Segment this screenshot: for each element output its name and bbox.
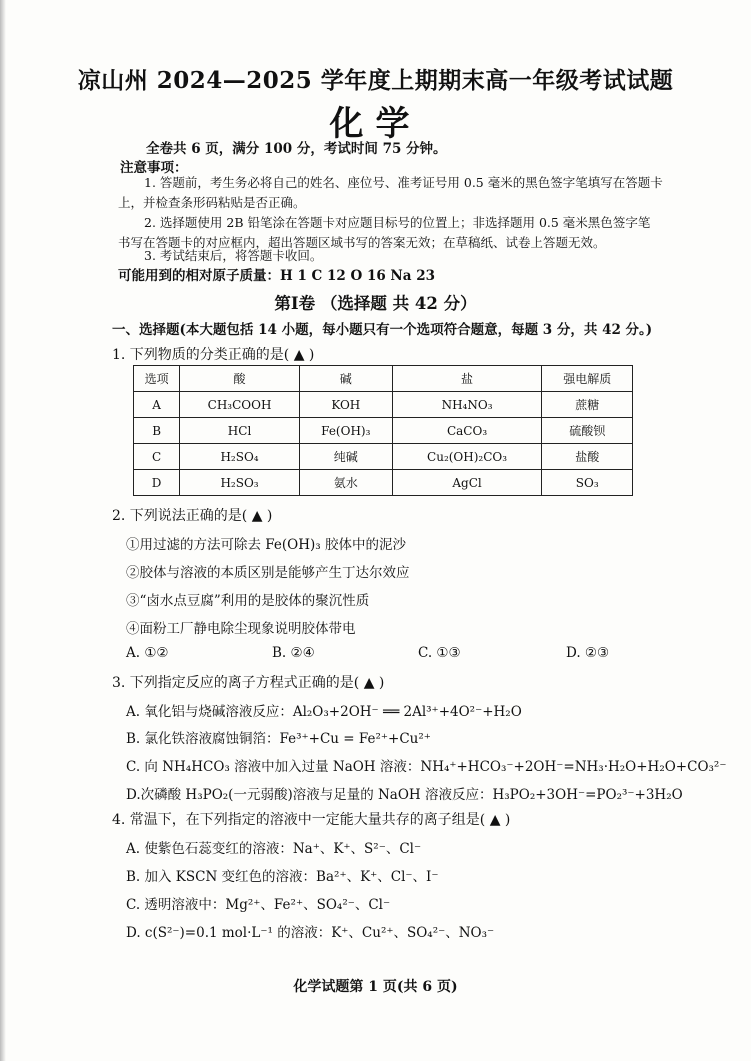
table-cell: B	[134, 418, 180, 444]
subject-title: 化学	[329, 104, 422, 144]
notice-line: 2. 选择题使用 2B 铅笔涂在答题卡对应题目标号的位置上；非选择题用 0.5 毫米黑色签字笔	[144, 215, 651, 230]
option-d: D. ②③	[566, 645, 610, 661]
table-cell: 纯碱	[299, 444, 392, 470]
question-2-stem: 2. 下列说法正确的是( ▲ )	[112, 508, 273, 524]
table-cell: H₂SO₃	[180, 470, 300, 496]
question-3-stem: 3. 下列指定反应的离子方程式正确的是( ▲ )	[112, 675, 385, 691]
option-a: A. 氧化铝与烧碱溶液反应：Al₂O₃+2OH⁻ ══ 2Al³⁺+4O²⁻+H₂O	[126, 704, 522, 720]
table-header: 强电解质	[542, 366, 633, 392]
classification-table	[133, 365, 633, 496]
notice-heading: 注意事项：	[120, 160, 188, 176]
table-cell: HCl	[180, 418, 300, 444]
table-cell: AgCl	[392, 470, 542, 496]
question-4-stem: 4. 常温下，在下列指定的溶液中一定能大量共存的离子组是( ▲ )	[112, 812, 511, 828]
statement: ②胶体与溶液的本质区别是能够产生丁达尔效应	[126, 565, 410, 581]
notice-line: 3. 考试结束后，将答题卡收回。	[144, 248, 323, 263]
table-header: 碱	[299, 366, 392, 392]
table-cell: KOH	[299, 392, 392, 418]
option-b: B. 加入 KSCN 变红色的溶液：Ba²⁺、K⁺、Cl⁻、I⁻	[126, 869, 439, 885]
table-cell: Fe(OH)₃	[299, 418, 392, 444]
table-cell: 蔗糖	[542, 392, 633, 418]
question-1-stem: 1. 下列物质的分类正确的是( ▲ )	[112, 347, 315, 363]
page-footer: 化学试题第 1 页(共 6 页)	[293, 979, 458, 995]
table-cell: SO₃	[542, 470, 633, 496]
table-cell: A	[134, 392, 180, 418]
table-cell: Cu₂(OH)₂CO₃	[392, 444, 542, 470]
table-cell: C	[134, 444, 180, 470]
scan-edge	[0, 0, 6, 1061]
table-row	[134, 470, 633, 496]
atomic-masses: 可能用到的相对原子质量：H 1 C 12 O 16 Na 23	[118, 268, 435, 284]
option-b: B. 氯化铁溶液腐蚀铜箔：Fe³⁺+Cu = Fe²⁺+Cu²⁺	[126, 731, 431, 747]
table-row	[134, 392, 633, 418]
exam-info: 全卷共 6 页，满分 100 分，考试时间 75 分钟。	[146, 141, 447, 157]
option-c: C. 向 NH₄HCO₃ 溶液中加入过量 NaOH 溶液：NH₄⁺+HCO₃⁻+2OH⁻=NH₃·H₂O+H₂O+CO₃²⁻	[126, 759, 727, 775]
option-d: D. c(S²⁻)=0.1 mol·L⁻¹ 的溶液：K⁺、Cu²⁺、SO₄²⁻、NO₃⁻	[126, 925, 495, 941]
table-cell: CH₃COOH	[180, 392, 300, 418]
table-row	[134, 444, 633, 470]
option-c: C. 透明溶液中：Mg²⁺、Fe²⁺、SO₄²⁻、Cl⁻	[126, 897, 391, 913]
table-cell: 硫酸钡	[542, 418, 633, 444]
option-c: C. ①③	[418, 645, 461, 661]
option-d: D.次磷酸 H₃PO₂(一元弱酸)溶液与足量的 NaOH 溶液反应：H₃PO₂+3OH⁻=PO₂³⁻+3H₂O	[126, 787, 683, 803]
option-a: A. 使紫色石蕊变红的溶液：Na⁺、K⁺、S²⁻、Cl⁻	[126, 841, 422, 857]
table-cell: H₂SO₄	[180, 444, 300, 470]
notice-line: 1. 答题前，考生务必将自己的姓名、座位号、准考证号用 0.5 毫米的黑色签字笔填写在答题卡	[144, 175, 663, 190]
notice-line: 书写在答题卡的对应框内，超出答题区域书写的答案无效；在草稿纸、试卷上答题无效。	[118, 235, 606, 250]
statement: ①用过滤的方法可除去 Fe(OH)₃ 胶体中的泥沙	[126, 537, 406, 553]
table-header: 酸	[180, 366, 300, 392]
table-header-row	[134, 366, 633, 392]
table-cell: CaCO₃	[392, 418, 542, 444]
table-header: 选项	[134, 366, 180, 392]
option-b: B. ②④	[272, 645, 315, 661]
table-row	[134, 418, 633, 444]
table-cell: NH₄NO₃	[392, 392, 542, 418]
table-cell: 盐酸	[542, 444, 633, 470]
table-cell: 氨水	[299, 470, 392, 496]
option-a: A. ①②	[126, 645, 169, 661]
notice-line: 上，并检查条形码粘贴是否正确。	[118, 195, 306, 210]
statement: ④面粉工厂静电除尘现象说明胶体带电	[126, 621, 356, 637]
table-cell: D	[134, 470, 180, 496]
statement: ③“卤水点豆腐”利用的是胶体的聚沉性质	[126, 593, 370, 609]
section-heading: 一、选择题(本大题包括 14 小题，每小题只有一个选项符合题意，每题 3 分，共 42 分。)	[112, 322, 653, 338]
table-header: 盐	[392, 366, 542, 392]
exam-title: 凉山州 2024—2025 学年度上期期末高一年级考试试题	[77, 67, 674, 94]
part-title: 第Ⅰ卷 （选择题 共 42 分）	[274, 294, 477, 313]
